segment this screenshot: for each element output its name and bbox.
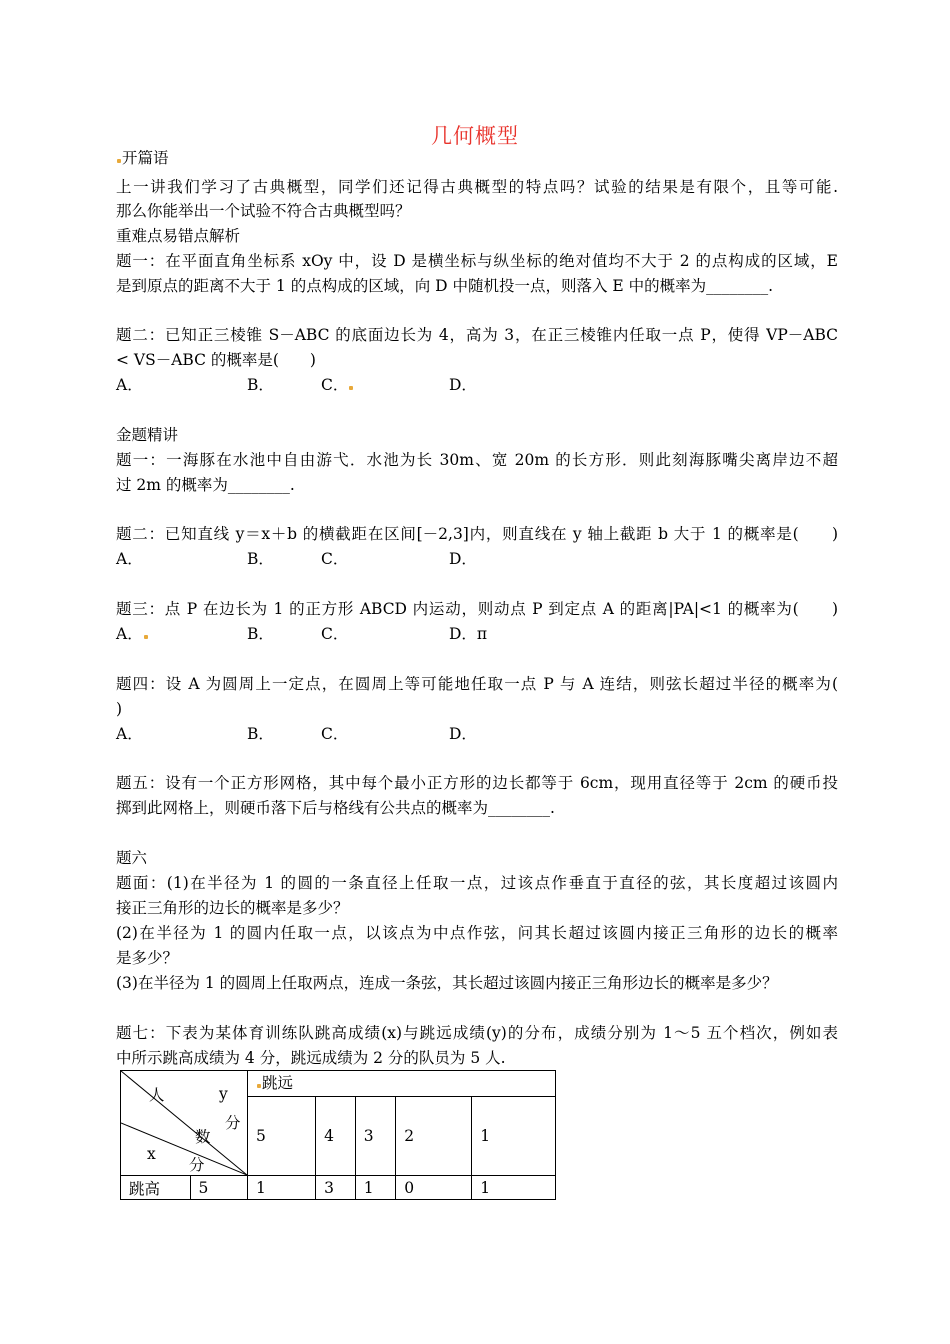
s1-q2-option-c: C． [321,373,354,397]
s2-q4-option-c: C． [321,725,349,743]
s2-question-7-line-2: 中所示跳高成绩为 4 分，跳远成绩为 2 分的队员为 5 人. [116,1049,506,1067]
highlight-mark [349,386,353,390]
s1-question-2-line-2: < VS－ABC 的概率是( ) [116,351,316,369]
s1-question-2-line-1: 题二：已知正三棱锥 S－ABC 的底面边长为 4，高为 3，在正三棱锥内任取一点 P，使得 VP－ABC [116,326,838,344]
corner-label-y: y [219,1085,228,1103]
intro-line-1: 上一讲我们学习了古典概型，同学们还记得古典概型的特点吗？试验的结果是有限个，且等可能. [116,178,838,196]
s2-question-6-title: 题六 [116,849,148,867]
corner-label-people: 人 [149,1086,165,1104]
s2-question-6-line-5: (3)在半径为 1 的圆周上任取两点，连成一条弦，其长超过该圆内接正三角形边长的概率是多少？ [116,974,778,992]
s2-q3-option-c: C． [321,625,349,643]
s2-question-3-line: 题三：点 P 在边长为 1 的正方形 ABCD 内运动，则动点 P 到定点 A 的距离|PA|<1 的概率为( ) [116,600,838,618]
corner-label-x: x [147,1145,156,1163]
intro-line-2: 那么你能举出一个试验不符合古典概型吗？ [116,202,411,220]
s1-q2-option-b: B． [247,376,274,394]
section-heading-featured: 金题精讲 [116,426,179,444]
score-distribution-table [120,1070,556,1200]
s1-q2-option-d: D． [449,376,477,394]
intro-heading: 开篇语 [116,146,169,170]
corner-label-x-fen: 分 [189,1156,205,1174]
table-cell: 1 [248,1176,316,1200]
corner-label-y-fen: 分 [225,1114,241,1132]
table-col-group-label: 跳远 [248,1071,556,1097]
s2-q2-option-b: B． [247,550,274,568]
s2-q3-option-d: D．π [449,625,488,643]
s1-question-1-line-1: 题一：在平面直角坐标系 xOy 中，设 D 是横坐标与纵坐标的绝对值均不大于 2 的点构成的区域，E [116,252,838,270]
table-col-header: 5 [248,1097,316,1176]
corner-label-count: 数 [195,1128,211,1146]
table-cell: 3 [316,1176,356,1200]
table-diagonal-corner [121,1071,248,1176]
s2-question-5-line-1: 题五：设有一个正方形网格，其中每个最小正方形的边长都等于 6cm，现用直径等于 2cm 的硬币投 [116,774,838,792]
s2-q3-option-b: B． [247,625,274,643]
highlight-mark [144,635,148,639]
s2-question-6-line-2: 接正三角形的边长的概率是多少？ [116,899,349,917]
s2-q3-option-a: A． [116,622,149,646]
s2-question-2-line: 题二：已知直线 y＝x＋b 的横截距在区间[－2,3]内，则直线在 y 轴上截距 b 大于 1 的概率是( ) [116,525,838,543]
table-row-group-label: 跳高 [121,1176,191,1200]
table-row-score: 5 [190,1176,247,1200]
section-heading-key-points: 重难点易错点解析 [116,227,241,245]
table-cell: 0 [396,1176,472,1200]
s2-question-1-line-2: 过 2m 的概率为________. [116,476,295,494]
table-row [121,1176,556,1200]
table-header-row-top [121,1071,556,1097]
table-cell: 1 [472,1176,556,1200]
s2-question-4-line-1: 题四：设 A 为圆周上一定点，在圆周上等可能地任取一点 P 与 A 连结，则弦长超过半径的概率为( [116,675,838,693]
s2-question-7-line-1: 题七：下表为某体育训练队跳高成绩(x)与跳远成绩(y)的分布，成绩分别为 1～5 五个档次，例如表 [116,1024,838,1042]
s2-question-1-line-1: 题一：一海豚在水池中自由游弋．水池为长 30m、宽 20m 的长方形．则此刻海豚嘴尖离岸边不超 [116,451,838,469]
highlight-mark [117,159,121,163]
s2-q4-option-a: A． [116,725,143,743]
table-col-header: 3 [355,1097,396,1176]
s2-q4-option-b: B． [247,725,274,743]
s2-q2-option-c: C． [321,550,349,568]
s1-question-1-line-2: 是到原点的距离不大于 1 的点构成的区域，向 D 中随机投一点，则落入 E 中的概率为________. [116,277,774,295]
table-col-header: 2 [396,1097,472,1176]
s2-question-6-line-3: (2)在半径为 1 的圆内任取一点，以该点为中点作弦，问其长超过该圆内接正三角形的边长的概率 [116,924,838,942]
table-col-header: 1 [472,1097,556,1176]
s2-question-4-line-2: ) [116,700,123,718]
s2-question-5-line-2: 掷到此网格上，则硬币落下后与格线有公共点的概率为________. [116,799,555,817]
s2-q2-option-d: D． [449,550,477,568]
table-col-header: 4 [316,1097,356,1176]
highlight-mark [257,1084,261,1088]
s2-question-6-line-1: 题面：(1)在半径为 1 的圆的一条直径上任取一点，过该点作垂直于直径的弦，其长度超过该圆内 [116,874,838,892]
s2-question-6-line-4: 是多少？ [116,949,179,967]
s2-q4-option-d: D． [449,725,477,743]
page-title: 几何概型 [431,124,519,148]
s1-q2-option-a: A． [116,376,143,394]
s2-q2-option-a: A． [116,550,143,568]
table-cell: 1 [355,1176,396,1200]
